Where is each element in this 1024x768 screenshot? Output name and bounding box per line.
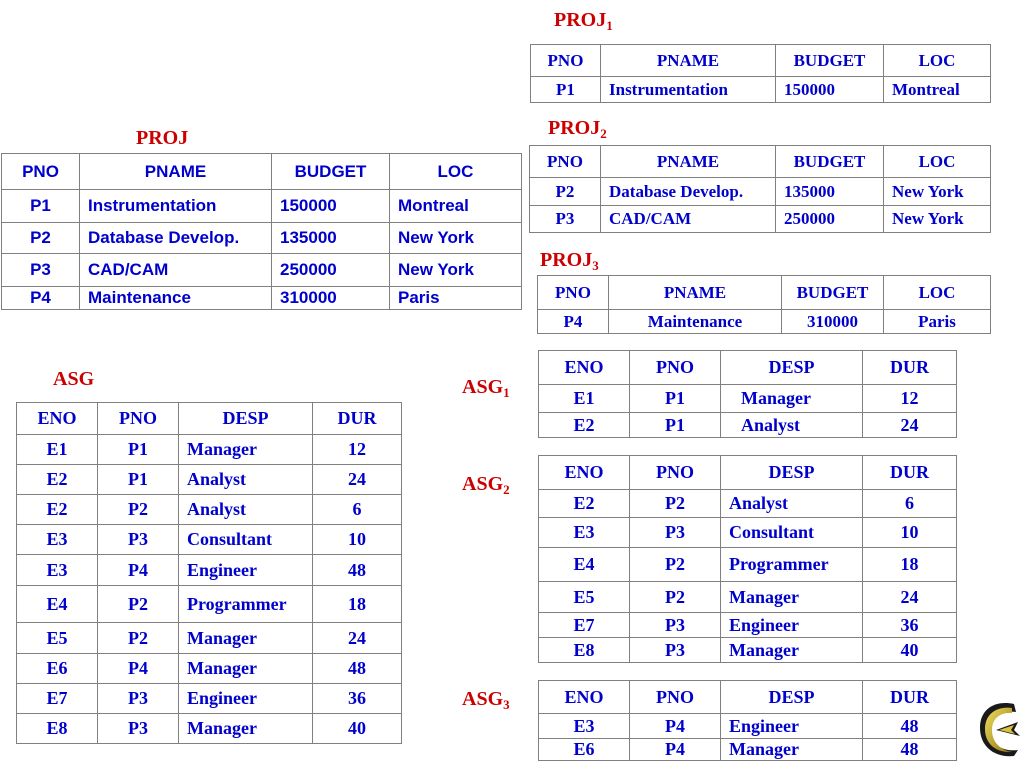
- table-cell: Manager: [179, 654, 313, 684]
- table-cell: P2: [98, 495, 179, 525]
- table-row: [17, 435, 402, 465]
- column-header: ENO: [539, 681, 630, 714]
- table-cell: P3: [2, 254, 80, 287]
- proj2-title-subscript: 2: [600, 126, 607, 141]
- table-cell: Instrumentation: [80, 190, 272, 223]
- table-cell: P2: [630, 582, 721, 613]
- table-cell: E4: [17, 586, 98, 623]
- column-header: PNAME: [609, 276, 782, 310]
- table-row: [17, 495, 402, 525]
- table-cell: E5: [17, 623, 98, 654]
- table-cell: 6: [313, 495, 402, 525]
- table-cell: Engineer: [179, 684, 313, 714]
- table-row: [17, 714, 402, 744]
- table-cell: 12: [313, 435, 402, 465]
- table-row: [2, 223, 522, 254]
- proj-title: [136, 128, 188, 148]
- table-cell: 48: [863, 714, 957, 739]
- table-cell: 135000: [272, 223, 390, 254]
- table-cell: E2: [539, 490, 630, 518]
- table-cell: Maintenance: [80, 287, 272, 310]
- curved-arrow-logo-svg: [974, 700, 1024, 760]
- asg1-table: [538, 350, 957, 438]
- table-cell: E7: [17, 684, 98, 714]
- column-header: LOC: [884, 276, 991, 310]
- column-header: DUR: [863, 351, 957, 385]
- column-header: DUR: [313, 403, 402, 435]
- table-cell: Maintenance: [609, 310, 782, 334]
- table-row: [17, 586, 402, 623]
- asg-table: [16, 402, 402, 744]
- column-header: PNO: [98, 403, 179, 435]
- table-header-row: [17, 403, 402, 435]
- table-cell: 40: [313, 714, 402, 744]
- table-cell: Analyst: [721, 490, 863, 518]
- table-row: [17, 555, 402, 586]
- table-cell: 150000: [272, 190, 390, 223]
- table-cell: P4: [630, 714, 721, 739]
- table-row: [539, 739, 957, 761]
- table-cell: Programmer: [721, 548, 863, 582]
- table-header-row: [2, 154, 522, 190]
- asg3-title-text: ASG: [462, 688, 504, 710]
- proj3-title: [540, 250, 599, 276]
- table-row: [17, 684, 402, 714]
- table-cell: 150000: [776, 77, 884, 103]
- table-cell: Paris: [884, 310, 991, 334]
- column-header: DUR: [863, 456, 957, 490]
- asg2-title-text: ASG: [462, 473, 504, 495]
- table-header-row: [531, 45, 991, 77]
- table-cell: 6: [863, 490, 957, 518]
- table-row: [539, 714, 957, 739]
- column-header: DESP: [721, 351, 863, 385]
- table-row: [539, 582, 957, 613]
- table-cell: P2: [630, 548, 721, 582]
- table-row: [539, 548, 957, 582]
- table-row: [539, 413, 957, 438]
- column-header: LOC: [884, 146, 991, 178]
- column-header: ENO: [539, 456, 630, 490]
- asg3-title-subscript: 3: [503, 697, 510, 712]
- table-header-row: [538, 276, 991, 310]
- table-header-row: [539, 456, 957, 490]
- table-cell: Analyst: [179, 465, 313, 495]
- table-cell: Engineer: [179, 555, 313, 586]
- column-header: DESP: [721, 681, 863, 714]
- table-cell: P1: [630, 413, 721, 438]
- table-cell: Database Develop.: [80, 223, 272, 254]
- table-cell: P3: [98, 714, 179, 744]
- column-header: PNO: [531, 45, 601, 77]
- table-cell: P3: [530, 206, 601, 233]
- column-header: PNO: [630, 456, 721, 490]
- table-cell: Montreal: [884, 77, 991, 103]
- table-cell: CAD/CAM: [601, 206, 776, 233]
- table-cell: Consultant: [179, 525, 313, 555]
- table-cell: 10: [863, 518, 957, 548]
- column-header: PNAME: [80, 154, 272, 190]
- table-cell: 135000: [776, 178, 884, 206]
- table-cell: Programmer: [179, 586, 313, 623]
- table-cell: CAD/CAM: [80, 254, 272, 287]
- table-cell: 10: [313, 525, 402, 555]
- table-cell: P1: [2, 190, 80, 223]
- table-cell: E5: [539, 582, 630, 613]
- table-cell: P3: [630, 613, 721, 638]
- table-cell: Paris: [390, 287, 522, 310]
- table-cell: P4: [538, 310, 609, 334]
- table-row: [2, 190, 522, 223]
- table-cell: P3: [98, 684, 179, 714]
- table-cell: 24: [313, 465, 402, 495]
- table-header-row: [530, 146, 991, 178]
- curved-arrow-logo-icon[interactable]: [974, 700, 1024, 760]
- table-cell: E4: [539, 548, 630, 582]
- table-cell: 48: [313, 654, 402, 684]
- table-cell: P3: [630, 638, 721, 663]
- table-cell: 250000: [776, 206, 884, 233]
- proj1-table: [530, 44, 991, 103]
- asg3-table: [538, 680, 957, 761]
- proj2-title-text: PROJ: [548, 117, 601, 139]
- table-cell: E8: [17, 714, 98, 744]
- table-cell: P2: [98, 586, 179, 623]
- table-cell: E1: [17, 435, 98, 465]
- proj3-title-subscript: 3: [592, 258, 599, 273]
- table-row: [17, 654, 402, 684]
- table-cell: P2: [530, 178, 601, 206]
- column-header: PNO: [630, 351, 721, 385]
- table-cell: 36: [863, 613, 957, 638]
- proj1-title-text: PROJ: [554, 9, 607, 31]
- table-cell: P1: [531, 77, 601, 103]
- column-header: DESP: [179, 403, 313, 435]
- table-row: [539, 638, 957, 663]
- table-cell: 18: [863, 548, 957, 582]
- asg2-title-subscript: 2: [503, 482, 510, 497]
- proj2-table: [529, 145, 991, 233]
- table-cell: P4: [98, 654, 179, 684]
- table-cell: Manager: [179, 714, 313, 744]
- table-row: [530, 178, 991, 206]
- table-row: [539, 518, 957, 548]
- table-cell: Database Develop.: [601, 178, 776, 206]
- table-cell: E6: [539, 739, 630, 761]
- column-header: BUDGET: [272, 154, 390, 190]
- table-cell: 24: [863, 582, 957, 613]
- table-row: [539, 490, 957, 518]
- asg-title: [53, 369, 94, 389]
- column-header: PNO: [530, 146, 601, 178]
- proj1-title: [554, 10, 613, 36]
- proj3-title-text: PROJ: [540, 249, 593, 271]
- table-row: [539, 613, 957, 638]
- proj1-title-subscript: 1: [606, 18, 613, 33]
- table-cell: P1: [98, 435, 179, 465]
- table-cell: P3: [98, 525, 179, 555]
- column-header: LOC: [390, 154, 522, 190]
- table-cell: Engineer: [721, 714, 863, 739]
- table-cell: Manager: [721, 582, 863, 613]
- table-row: [531, 77, 991, 103]
- table-cell: P2: [630, 490, 721, 518]
- column-header: PNAME: [601, 146, 776, 178]
- column-header: PNO: [630, 681, 721, 714]
- asg3-title: [462, 689, 510, 715]
- table-cell: Manager: [721, 739, 863, 761]
- column-header: LOC: [884, 45, 991, 77]
- table-cell: New York: [884, 206, 991, 233]
- column-header: PNO: [2, 154, 80, 190]
- table-cell: 48: [863, 739, 957, 761]
- column-header: DESP: [721, 456, 863, 490]
- table-row: [2, 287, 522, 310]
- asg1-title-text: ASG: [462, 376, 504, 398]
- table-cell: 250000: [272, 254, 390, 287]
- table-cell: 310000: [782, 310, 884, 334]
- asg1-title-subscript: 1: [503, 385, 510, 400]
- table-cell: Manager: [721, 638, 863, 663]
- table-cell: Manager: [179, 435, 313, 465]
- table-cell: E3: [539, 714, 630, 739]
- table-cell: P4: [2, 287, 80, 310]
- table-header-row: [539, 351, 957, 385]
- table-cell: E3: [17, 525, 98, 555]
- proj3-table: [537, 275, 991, 334]
- table-cell: E1: [539, 385, 630, 413]
- table-cell: P1: [630, 385, 721, 413]
- column-header: PNAME: [601, 45, 776, 77]
- table-cell: E2: [17, 465, 98, 495]
- table-header-row: [539, 681, 957, 714]
- table-cell: E3: [539, 518, 630, 548]
- table-cell: New York: [390, 254, 522, 287]
- table-cell: Engineer: [721, 613, 863, 638]
- table-cell: Analyst: [721, 413, 863, 438]
- column-header: BUDGET: [776, 146, 884, 178]
- table-cell: E2: [17, 495, 98, 525]
- table-cell: P4: [98, 555, 179, 586]
- table-cell: E6: [17, 654, 98, 684]
- table-cell: Montreal: [390, 190, 522, 223]
- table-cell: Consultant: [721, 518, 863, 548]
- table-cell: 36: [313, 684, 402, 714]
- table-cell: E7: [539, 613, 630, 638]
- table-cell: 18: [313, 586, 402, 623]
- table-cell: E3: [17, 555, 98, 586]
- table-cell: 48: [313, 555, 402, 586]
- table-cell: 40: [863, 638, 957, 663]
- table-row: [530, 206, 991, 233]
- column-header: BUDGET: [776, 45, 884, 77]
- proj2-title: [548, 118, 607, 144]
- table-cell: Manager: [721, 385, 863, 413]
- table-cell: New York: [884, 178, 991, 206]
- asg2-title: [462, 474, 510, 500]
- table-cell: E8: [539, 638, 630, 663]
- table-cell: P2: [2, 223, 80, 254]
- table-cell: New York: [390, 223, 522, 254]
- column-header: BUDGET: [782, 276, 884, 310]
- table-cell: 12: [863, 385, 957, 413]
- asg1-title: [462, 377, 510, 403]
- proj-title-text: PROJ: [136, 127, 189, 149]
- table-cell: P2: [98, 623, 179, 654]
- table-cell: Manager: [179, 623, 313, 654]
- column-header: ENO: [17, 403, 98, 435]
- table-row: [17, 623, 402, 654]
- table-cell: 24: [863, 413, 957, 438]
- table-cell: P4: [630, 739, 721, 761]
- table-cell: 24: [313, 623, 402, 654]
- table-cell: 310000: [272, 287, 390, 310]
- table-cell: Instrumentation: [601, 77, 776, 103]
- table-row: [539, 385, 957, 413]
- table-cell: E2: [539, 413, 630, 438]
- table-row: [538, 310, 991, 334]
- asg-title-text: ASG: [53, 368, 95, 390]
- table-cell: P1: [98, 465, 179, 495]
- table-row: [2, 254, 522, 287]
- table-row: [17, 525, 402, 555]
- table-cell: Analyst: [179, 495, 313, 525]
- asg2-table: [538, 455, 957, 663]
- column-header: ENO: [539, 351, 630, 385]
- table-cell: P3: [630, 518, 721, 548]
- column-header: DUR: [863, 681, 957, 714]
- table-row: [17, 465, 402, 495]
- proj-table: [1, 153, 522, 310]
- column-header: PNO: [538, 276, 609, 310]
